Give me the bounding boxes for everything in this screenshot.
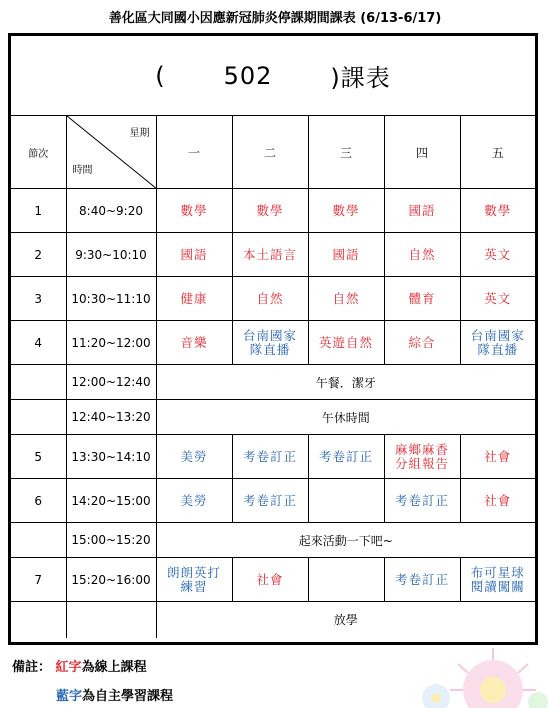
subject-cell: [232, 479, 308, 523]
break-row: [11, 365, 535, 400]
period-header: 節次: [11, 116, 66, 189]
period-row: [11, 233, 535, 277]
subject-text: 體育: [408, 290, 436, 306]
subject-cell: [232, 233, 308, 277]
subject-text: 國語: [332, 246, 360, 262]
subject-cell: [460, 435, 535, 479]
note-red-desc: 為線上課程: [81, 660, 147, 675]
subject-cell: [384, 321, 460, 365]
subject-cell: [156, 277, 232, 321]
period-number: 1: [11, 189, 66, 233]
subject-cell: [384, 558, 460, 602]
subject-cell: [232, 435, 308, 479]
subject-text: 國語: [180, 246, 208, 262]
period-number: [11, 400, 66, 435]
period-number: [11, 523, 66, 558]
subject-cell: [308, 558, 384, 602]
subject-cell: [384, 233, 460, 277]
time-slot: 12:40~13:20: [66, 400, 156, 435]
period-number: [11, 602, 66, 638]
banner-suffix: )課表: [330, 64, 391, 92]
subject-cell: [384, 435, 460, 479]
time-slot: 15:20~16:00: [66, 558, 156, 602]
subject-cell: [308, 479, 384, 523]
subject-text: 音樂: [180, 334, 208, 350]
period-number: 5: [11, 435, 66, 479]
break-activity: 起來活動一下吧~: [156, 523, 535, 558]
time-slot: [66, 602, 156, 638]
period-number: 2: [11, 233, 66, 277]
time-slot: 9:30~10:10: [66, 233, 156, 277]
period-row: [11, 435, 535, 479]
period-row: [11, 479, 535, 523]
subject-text: 考卷訂正: [242, 492, 297, 508]
note-red-word: 紅字: [55, 660, 82, 675]
subject-cell: [460, 321, 535, 365]
time-slot: 11:20~12:00: [66, 321, 156, 365]
subject-text: 考卷訂正: [318, 448, 373, 464]
note-blue-desc: 為自主學習課程: [82, 689, 174, 704]
timetable-frame: [8, 33, 538, 645]
subject-text: 自然: [256, 290, 284, 306]
subject-text: 朗朗英打 練習: [166, 564, 221, 594]
subject-cell: [308, 435, 384, 479]
time-slot: 13:30~14:10: [66, 435, 156, 479]
subject-text: 數學: [484, 202, 512, 218]
subject-cell: [460, 558, 535, 602]
subject-text: 社會: [484, 492, 512, 508]
subject-text: 麻鄉麻香 分組報告: [394, 441, 449, 471]
subject-text: 英文: [484, 290, 512, 306]
period-number: 7: [11, 558, 66, 602]
subject-text: 數學: [180, 202, 208, 218]
timetable: [11, 115, 535, 638]
subject-cell: [460, 233, 535, 277]
note-line-1: [12, 656, 147, 675]
subject-text: 英遊自然: [318, 334, 373, 350]
period-row: [11, 277, 535, 321]
period-number: [11, 365, 66, 400]
subject-text: 國語: [408, 202, 436, 218]
subject-cell: [384, 479, 460, 523]
day-header: 一: [156, 116, 232, 189]
subject-text: 美勞: [180, 492, 208, 508]
subject-cell: [460, 277, 535, 321]
period-row: [11, 189, 535, 233]
subject-cell: [232, 558, 308, 602]
period-row: [11, 558, 535, 602]
week-label: 星期: [129, 128, 150, 139]
subject-cell: [308, 277, 384, 321]
subject-text: 考卷訂正: [394, 571, 449, 587]
subject-cell: [156, 233, 232, 277]
subject-cell: [308, 321, 384, 365]
period-row: [11, 321, 535, 365]
note-label: 備註：: [12, 660, 52, 675]
note-line-2: [56, 685, 173, 704]
day-header: 二: [232, 116, 308, 189]
subject-text: 台南國家 隊直播: [242, 327, 297, 357]
subject-text: 健康: [180, 290, 208, 306]
flower-illustration: [398, 628, 548, 708]
banner-open-paren: (: [155, 61, 166, 90]
subject-text: 台南國家 隊直播: [470, 327, 525, 357]
subject-text: 布可星球 閱讀闖關: [470, 564, 525, 594]
subject-text: 美勞: [180, 448, 208, 464]
subject-text: 考卷訂正: [242, 448, 297, 464]
subject-cell: [156, 189, 232, 233]
diagonal-header: [66, 116, 156, 189]
subject-cell: [308, 189, 384, 233]
break-activity: 放學: [156, 602, 535, 638]
subject-text: 英文: [484, 246, 512, 262]
subject-text: 數學: [256, 202, 284, 218]
class-banner: [11, 36, 535, 116]
subject-text: 數學: [332, 202, 360, 218]
subject-text: 自然: [408, 246, 436, 262]
period-number: 3: [11, 277, 66, 321]
subject-cell: [156, 321, 232, 365]
subject-cell: [232, 189, 308, 233]
document-title: 善化區大同國小因應新冠肺炎停課期間課表 (6/13-6/17): [108, 11, 442, 26]
class-number: 502: [223, 61, 273, 90]
break-row: [11, 400, 535, 435]
subject-cell: [156, 479, 232, 523]
day-header: 三: [308, 116, 384, 189]
subject-cell: [156, 558, 232, 602]
period-number: 6: [11, 479, 66, 523]
subject-cell: [384, 189, 460, 233]
subject-cell: [232, 277, 308, 321]
time-slot: 12:00~12:40: [66, 365, 156, 400]
day-header: 四: [384, 116, 460, 189]
day-header: 五: [460, 116, 535, 189]
subject-cell: [308, 233, 384, 277]
subject-cell: [156, 435, 232, 479]
subject-text: 社會: [256, 571, 284, 587]
break-row: [11, 523, 535, 558]
subject-cell: [460, 479, 535, 523]
time-slot: 15:00~15:20: [66, 523, 156, 558]
subject-text: 綜合: [408, 334, 436, 350]
note-blue-word: 藍字: [56, 689, 83, 704]
break-activity: 午餐．潔牙: [156, 365, 535, 400]
subject-text: 社會: [484, 448, 512, 464]
subject-cell: [384, 277, 460, 321]
subject-cell: [460, 189, 535, 233]
time-slot: 10:30~11:10: [66, 277, 156, 321]
time-label: 時間: [72, 165, 93, 176]
subject-text: 自然: [332, 290, 360, 306]
time-slot: 8:40~9:20: [66, 189, 156, 233]
period-number: 4: [11, 321, 66, 365]
break-activity: 午休時間: [156, 400, 535, 435]
subject-cell: [232, 321, 308, 365]
header-row: [11, 116, 535, 189]
time-slot: 14:20~15:00: [66, 479, 156, 523]
subject-text: 本土語言: [242, 246, 297, 262]
subject-text: 考卷訂正: [394, 492, 449, 508]
